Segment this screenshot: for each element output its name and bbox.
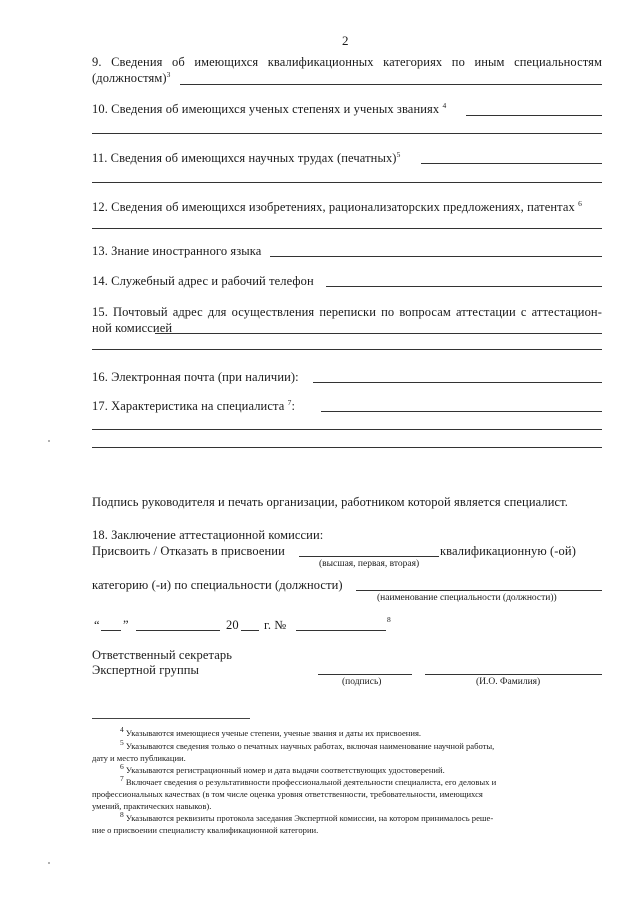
footnote-5: $^5$ Указываются сведения только о печатных научных работах, включая наименование научной работы,	[120, 738, 495, 751]
item-17-answer-line-2[interactable]	[92, 429, 602, 430]
year-line[interactable]	[241, 630, 259, 631]
scan-speck	[48, 862, 50, 864]
conclusion-qual: квалификационную (-ой)	[440, 544, 576, 558]
item-15-line-1: 15. Почтовый адрес для осуществления переписки по вопросам аттестации с аттестацион-	[92, 305, 602, 319]
scan-speck	[48, 440, 50, 442]
levels-hint: (высшая, первая, вторая)	[319, 559, 420, 569]
item-9-line-2: (должностям)$^3$	[92, 69, 171, 85]
year-prefix: 20	[226, 618, 239, 632]
conclusion-assign: Присвоить / Отказать в присвоении	[92, 544, 285, 558]
date-close-quote: ”	[123, 618, 129, 632]
footnote-4: $^4$ Указываются имеющиеся ученые степени, ученые звания и даты их присвоения.	[120, 725, 422, 738]
secretary-name-line[interactable]	[425, 674, 602, 675]
signature-hint: (подпись)	[342, 677, 382, 687]
page-number: 2	[342, 33, 349, 48]
item-15-answer-line-2[interactable]	[92, 349, 602, 350]
item-16-answer-line[interactable]	[313, 382, 602, 383]
specialty-hint: (наименование специальности (должности))	[377, 593, 557, 603]
secretary-line-1: Ответственный секретарь	[92, 648, 232, 662]
item-14-answer-line[interactable]	[326, 286, 602, 287]
item-17-answer-line[interactable]	[321, 411, 602, 412]
item-13-label: 13. Знание иностранного языка	[92, 244, 262, 258]
item-12-label: 12. Сведения об имеющихся изобретениях, рационализаторских предложениях, патентах $^6$	[92, 198, 582, 214]
category-level-line[interactable]	[299, 556, 439, 557]
item-9-line-1: 9. Сведения об имеющихся квалификационных категориях по иным специальностям	[92, 55, 602, 69]
item-11-answer-line[interactable]	[421, 163, 602, 164]
date-open-quote: “	[94, 618, 100, 632]
item-17-label: 17. Характеристика на специалиста $^7$:	[92, 397, 296, 413]
specialty-line[interactable]	[356, 590, 602, 591]
name-hint: (И.О. Фамилия)	[476, 677, 541, 687]
footnote-7-cont: профессиональных качествах (в том числе оценка уровня ответственности, требовательности, имеющихся	[92, 789, 483, 799]
item-9-answer-line[interactable]	[180, 84, 602, 85]
protocol-number-line[interactable]	[296, 630, 386, 631]
item-15-answer-line[interactable]	[155, 333, 602, 334]
signature-note: Подпись руководителя и печать организации, работником которой является специалист.	[92, 495, 568, 509]
protocol-number-sup: 8	[387, 615, 391, 624]
date-month-line[interactable]	[136, 630, 220, 631]
item-11-answer-line-2[interactable]	[92, 182, 602, 183]
secretary-signature-line[interactable]	[318, 674, 412, 675]
footnote-5-cont: дату и место публикации.	[92, 753, 186, 763]
footnote-8: $^8$ Указываются реквизиты протокола заседания Экспертной комиссии, на котором принималось реше-	[120, 810, 494, 823]
item-14-label: 14. Служебный адрес и рабочий телефон	[92, 274, 314, 288]
conclusion-title: 18. Заключение аттестационной комиссии:	[92, 528, 324, 542]
footnote-8-cont: ние о присвоении специалисту квалификационной категории.	[92, 825, 319, 835]
footnote-separator	[92, 718, 250, 719]
item-11-label: 11. Сведения об имеющихся научных трудах (печатных)$^5$	[92, 149, 401, 165]
item-10-answer-line-2[interactable]	[92, 133, 602, 134]
item-10-answer-line[interactable]	[466, 115, 602, 116]
item-15-line-2: ной комиссией	[92, 321, 173, 335]
footnote-7: $^7$ Включает сведения о результативности профессиональной деятельности специалиста, его деловых и	[120, 774, 497, 787]
footnote-7-cont-2: умений, практических навыков).	[92, 801, 212, 811]
year-suffix: г. №	[264, 618, 287, 632]
item-16-label: 16. Электронная почта (при наличии):	[92, 370, 299, 384]
secretary-line-2: Экспертной группы	[92, 663, 200, 677]
item-12-answer-line[interactable]	[92, 228, 602, 229]
date-day-line[interactable]	[101, 630, 121, 631]
item-13-answer-line[interactable]	[270, 256, 602, 257]
footnote-6: $^6$ Указываются регистрационный номер и дата выдачи соответствующих удостоверений.	[120, 762, 445, 775]
item-10-label: 10. Сведения об имеющихся ученых степенях и ученых званиях $^4$	[92, 100, 447, 116]
item-17-answer-line-3[interactable]	[92, 447, 602, 448]
conclusion-category: категорию (-и) по специальности (должности)	[92, 578, 343, 592]
